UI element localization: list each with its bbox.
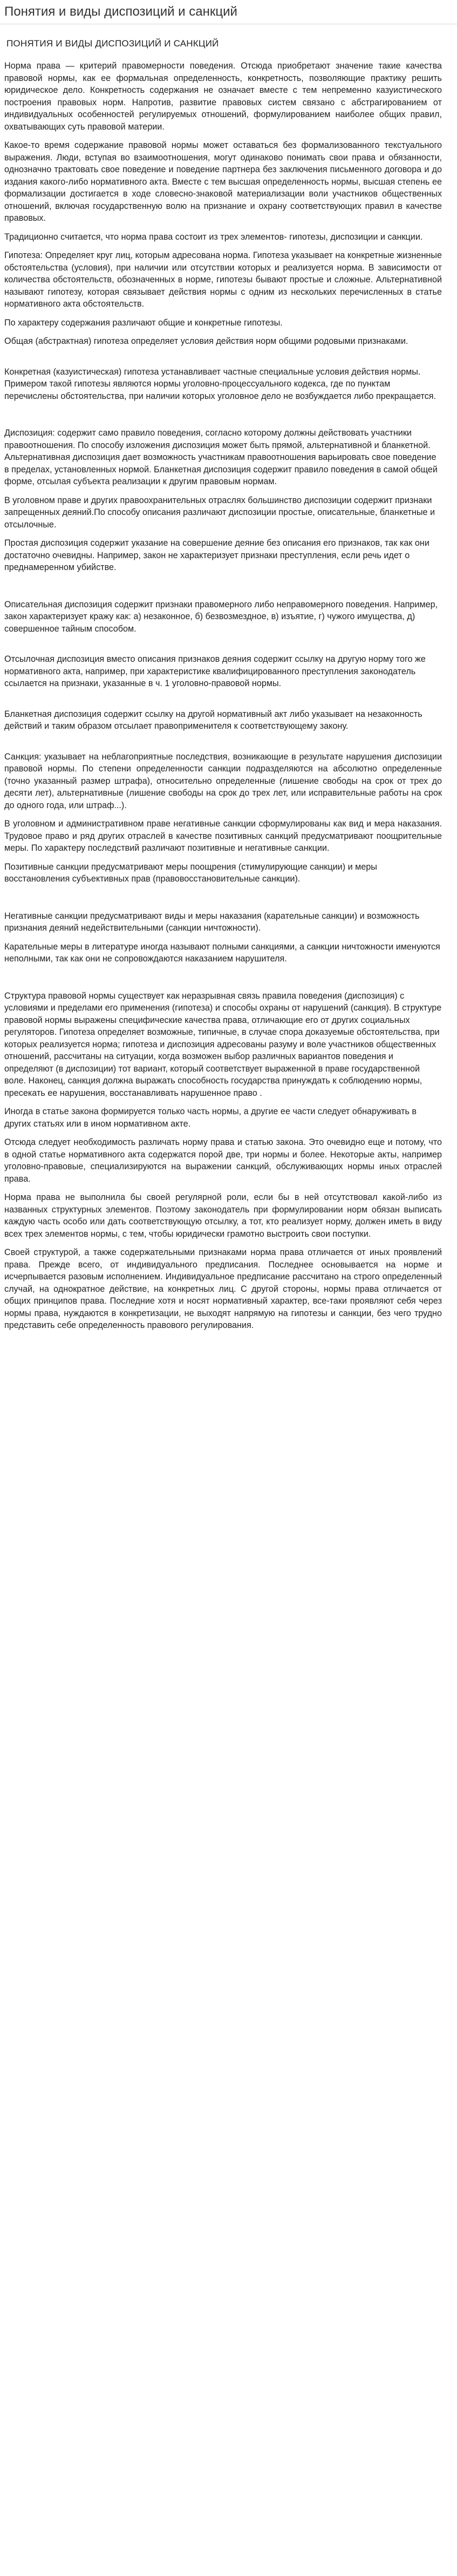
paragraph-reference-disposition: Отсылочная диспозиция вместо описания признаков деяния содержит ссылку на другую норму того же нормативного акта, например, при характеристике квалифицированного преступления законодатель ссылается на признаки, указанные в ч. 1 уголовно-правовой нормы. — [4, 654, 426, 688]
paragraph-norm-structure: Структура правовой нормы существует как неразрывная связь правила поведения (диспозиция) с условиями и пределами его применения (гипотеза) и способы охраны от нарушений (санкция). В структуре правовой нормы выражены специфические качества права, отличающие его от других социальных регуляторов. Гипотеза определяет возможные, типичные, в случае спора доказуемые обстоятельства, при которых реализуется норма; гипотеза и диспозиция адресованы разуму и воле участников общественных отношений, рассчитаны на ситуации, когда возможен выбор различных вариантов поведения и определяют (в диспозиции) тот вариант, который соответствует выраженной в праве государственной воле. Наконец, санкция должна выражать способность государства принуждать к соблюдению нормы, пресекать ее нарушения, восстанавливать нарушенное право . — [4, 991, 442, 1098]
page-title: Понятия и виды диспозиций и санкций — [4, 4, 237, 19]
paragraph-disposition-criminal: В уголовном праве и других правоохранительных отраслях большинство диспозиции содержит признаки запрещенных деяний.По способу описания различают диспозиции простые, описательные, бланкетные и отсылочные. — [4, 495, 435, 530]
paragraph-structural-elements: Норма права не выполнила бы своей регулярной роли, если бы в ней отсутствовал какой-либо из названных структурных элементов. Поэтому законодатель при формулировании норм обязан выписать каждую часть особо или дать соответствующую отсылку, а тот, кто реализует норму, должен иметь в виду всех трех элементов нормы, с тем, чтобы юридически грамотно выстроить свои поступки. — [4, 1192, 442, 1239]
paragraph-formalization: Какое-то время содержание правовой нормы может оставаться без формализованного текстуального выражения. Люди, вступая во взаимоотношения, могут одинаково понимать свои права и обязанности, однозначно трактовать свое поведение и поведение партнера без заключения письменного договора и до издания какого-либо нормативного акта. Вместе с тем высшая определенность нормы, высшая степень ее формализации достигается в ходе словесно-знаковой материализации воли участников общественных отношений, включая государственную волю на признание и охрану соответствующих правил в качестве правовых. — [4, 140, 442, 223]
paragraph-three-elements: Традиционно считается, что норма права состоит из трех элементов- гипотезы, диспозиции и санкции. — [4, 232, 423, 242]
paragraph-sanction-criminal: В уголовном и административном праве негативные санкции сформулированы как вид и мера наказания. Трудовое право и ряд других отраслей в качестве позитивных санкций предусматривают поощрительные меры. По характеру последствий различают позитивные и негативные санкции. — [4, 819, 442, 853]
paragraph-sanction: Санкция: указывает на неблагоприятные последствия, возникающие в результате нарушения диспозиции правовой нормы. По степени определенности санкции подразделяются на абсолютно определенные (точно указанный размер штрафа), относительно определенные (лишение свободы на срок от трех до десяти лет), альтернативные (лишение свободы на срок до трех лет, или исправительные работы на срок до одного года, или штраф...). — [4, 751, 442, 810]
paragraph-hypothesis-kinds: По характеру содержания различают общие и конкретные гипотезы. — [4, 317, 283, 328]
article-heading: ПОНЯТИЯ И ВИДЫ ДИСПОЗИЦИЙ И САНКЦИЙ — [6, 38, 219, 49]
article — [0, 24, 447, 1332]
paragraph-hypothesis: Гипотеза: Определяет круг лиц, которым адресована норма. Гипотеза указывает на конкретные жизненные обстоятельства (условия), при наличии или отсутствии которых и реализуется норма. В зависимости от количества обстоятельств, обозначенных в норме, гипотезы бывают простые и сложные. Альтернативной называют гипотезу, которая связывает действия нормы с одним из нескольких перечисленных в статье нормативного акта обстоятельств. — [4, 250, 442, 309]
paragraph-negative-sanctions: Негативные санкции предусматривают виды и меры наказания (карательные санкции) и возможность признания деяний недействительными (санкции ничтожности). — [4, 911, 420, 933]
paragraph-norm-definition: Норма права — критерий правомерности поведения. Отсюда приобретают значение такие качества правовой нормы, как ее формальная определенность, конкретность, позволяющие практику решить юридическое дело. Конкретность содержания не означает вместе с тем непременно казуистического построения правовых норм. Напротив, развитие правовых систем связано с абстрагированием от индивидуальных особенностей регулируемых отношений, формулированием наиболее общих правил, охватывающих суть правовой материи. — [4, 61, 442, 132]
paragraph-positive-sanctions: Позитивные санкции предусматривают меры поощрения (стимулирующие санкции) и меры восстановления субъективных прав (правовосстановительные санкции). — [4, 862, 377, 884]
paragraph-concrete-hypothesis: Конкретная (казуистическая) гипотеза устанавливает частные специальные условия действия нормы. Примером такой гипотезы являются нормы уголовно-процессуального кодекса, где по пунктам перечислены обстоятельства, при наличии которых уголовное дело не возбуждается либо прекращается. — [4, 367, 436, 401]
paragraph-disposition: Диспозиция: содержит само правило поведения, согласно которому должны действовать участники правоотношения. По способу изложения диспозиция может быть прямой, альтернативной и бланкетной. Альтернативная диспозиция дает возможность участникам правоотношения варьировать свое поведение в пределах, установленных нормой. Бланкетная диспозиция содержит правило поведения в самой общей форме, отсылая субъекта реализации к другим правовым нормам. — [4, 428, 438, 486]
page-header — [0, 0, 457, 24]
paragraph-simple-disposition: Простая диспозиция содержит указание на совершение деяние без описания его признаков, так как они достаточно очевидны. Например, закон не характеризует признаки преступления, если речь идет о преднамеренном убийстве. — [4, 538, 429, 572]
paragraph-partial-norm: Иногда в статье закона формируется только часть нормы, а другие ее части следует обнаруживать в других статьях или в ином нормативном акте. — [4, 1107, 417, 1129]
paragraph-blanket-disposition: Бланкетная диспозиция содержит ссылку на другой нормативный акт либо указывает на незаконность действий и таким образом отсылает правоприменителя к соответствующему закону. — [4, 709, 422, 731]
paragraph-norm-vs-article: Отсюда следует необходимость различать норму права и статью закона. Это очевидно еще и потому, что в одной статье нормативного акта содержатся порой две, три нормы и более. Некоторые акты, например уголовно-правовые, специализируются на выражении санкций, обслуживающих нормы иных отраслей права. — [4, 1137, 442, 1184]
paragraph-general-hypothesis: Общая (абстрактная) гипотеза определяет условия действия норм общими родовыми признаками. — [4, 336, 408, 346]
paragraph-descriptive-disposition: Описательная диспозиция содержит признаки правомерного либо неправомерного поведения. Например, закон характеризует кражу как: а) незаконное, б) безвозмездное, в) изъятие, г) чужого имущества, д) совершенное тайным способом. — [4, 599, 438, 634]
paragraph-punitive-measures: Карательные меры в литературе иногда называют полными санкциями, а санкции ничтожности именуются неполными, так как они не сопровождаются наказанием нарушителя. — [4, 941, 440, 964]
paragraph-norm-vs-prescription: Своей структурой, а также содержательными признаками норма права отличается от иных проявлений права. Прежде всего, от индивидуального предписания. Последнее основывается на норме и исчерпывается разовым исполнением. Индивидуальное предписание рассчитано на строго определенный случай, на однократное действие, на конкретных лиц. С другой стороны, нормы права отличается от общих принципов права. Последние хотя и носят нормативный характер, все-таки проявляют себя через нормы права, нуждаются в конкретизации, не выходят напрямую на гипотезы и санкции, без чего трудно представить себе определенность правового регулирования. — [4, 1248, 442, 1330]
